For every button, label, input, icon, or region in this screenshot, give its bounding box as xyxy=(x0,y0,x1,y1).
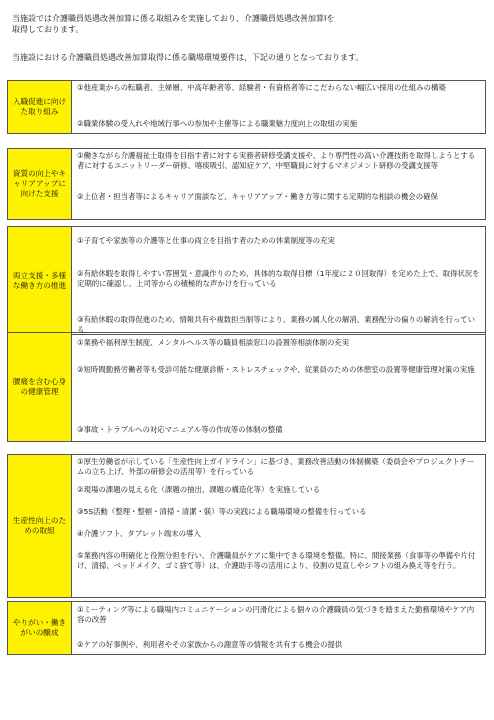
row-item: ①厚生労働省が示している「生産性向上ガイドライン」に基づき、業務改善活動の体制構築（委員会やプロジェクトチームの立ち上げ、外部の研修会の活用等）を行っている xyxy=(77,457,475,476)
row-content xyxy=(72,333,485,441)
row-content xyxy=(72,602,485,654)
row-item: ②上位者・担当者等によるキャリア面談など、キャリアアップ・働き方等に関する定期的な相談の機会の確保 xyxy=(77,192,438,201)
row-label: 入職促進に向けた取り組み xyxy=(8,81,72,133)
row-item: ②ケアの好事例や、利用者やその家族からの謝意等の情報を共有する機会の提供 xyxy=(77,640,343,649)
row-item: ③5S活動（整理・整頓・清掃・清潔・躾）等の実践による職場環境の整備を行っている xyxy=(77,507,367,516)
intro-block-2 xyxy=(12,52,482,63)
row-item: ②現場の課題の見える化（課題の抽出、課題の構造化等）を実施している xyxy=(77,485,321,494)
row-item: ③有給休暇の取得促進のため、情報共有や複数担当制等により、業務の属人化の解消、業務配分の偏りの解消を行っている xyxy=(77,315,476,334)
row-item: ⑤業務内容の明確化と役割分担を行い、介護職員がケアに集中できる環境を整備。特に、間接業務（食事等の準備や片付け、清掃、ベッドメイク、ゴミ捨て等）は、介護助手等の活用により、役割の見直しやシフトの組み換え等を行う。 xyxy=(77,551,476,570)
row-item: ①働きながら介護福祉士取得を目指す者に対する実務者研修受講支援や、より専門性の高い介護技術を取得しようとする者に対するユニットリーダー研修、喀痰吸引、認知症ケア、中堅職員に対するマネジメント研修の受講支援等 xyxy=(77,151,476,170)
intro-line-1: 当施設では介護職員処遇改善加算に係る取組みを実施しており、介護職員処遇改善加算Ⅰを xyxy=(12,14,335,23)
row-label: 両立支援・多様な働き方の推進 xyxy=(8,227,72,334)
row-item: ③事故・トラブルへの対応マニュアル等の作成等の体制の整備 xyxy=(77,425,283,434)
requirement-row-entry xyxy=(7,80,486,134)
requirement-row-health xyxy=(7,332,486,442)
intro-line-3: 当施設における介護職員処遇改善加算取得に係る職場環境要件は、下記の通りとなっております。 xyxy=(12,53,364,62)
row-label: 生産性向上のための取組 xyxy=(8,455,72,597)
row-item: ①子育てや家族等の介護等と仕事の両立を目指す者のための休業制度等の充実 xyxy=(77,236,335,245)
row-item: ①業務や福利厚生制度、メンタルヘルス等の職員相談窓口の設置等相談体制の充実 xyxy=(77,338,350,347)
row-item: ②短時間勤務労働者等も受診可能な健康診断・ストレスチェックや、従業員のための休憩室の設置等健康管理対策の実施 xyxy=(77,365,475,374)
row-item: ②有給休暇を取得しやすい雰囲気・意識作りのため、具体的な取得目標（1年度に２０回取得）を定めた上で、取得状況を定期的に確認し、上司等からの積極的な声かけを行っている xyxy=(77,269,480,288)
row-item: ④介護ソフト、タブレット端末の導入 xyxy=(77,529,201,538)
row-label: 資質の向上やキャリアアップに向けた支援 xyxy=(8,149,72,219)
requirement-row-worklife xyxy=(7,226,486,335)
row-content xyxy=(72,81,485,133)
intro-line-2: 取得しております。 xyxy=(12,25,84,34)
row-label: 腰痛を含む心身の健康管理 xyxy=(8,333,72,441)
row-content xyxy=(72,149,485,219)
row-content xyxy=(72,227,485,334)
requirement-row-productivity xyxy=(7,454,486,598)
requirement-row-career xyxy=(7,148,486,220)
requirement-row-motivation xyxy=(7,601,486,655)
row-content xyxy=(72,455,485,597)
intro-block xyxy=(12,13,482,35)
row-label: やりがい・働きがいの醸成 xyxy=(8,602,72,654)
row-item: ②職業体験の受入れや地域行事への参加や主催等による職業魅力度向上の取組の実施 xyxy=(77,119,358,128)
row-item: ①他産業からの転職者、主婦層、中高年齢者等、経験者・有資格者等にこだわらない幅広い採用の仕組みの構築 xyxy=(77,83,446,92)
row-item: ①ミーティング等による職場内コミュニケーションの円滑化による個々の介護職員の気づきを踏まえた勤務環境やケア内容の改善 xyxy=(77,605,475,624)
